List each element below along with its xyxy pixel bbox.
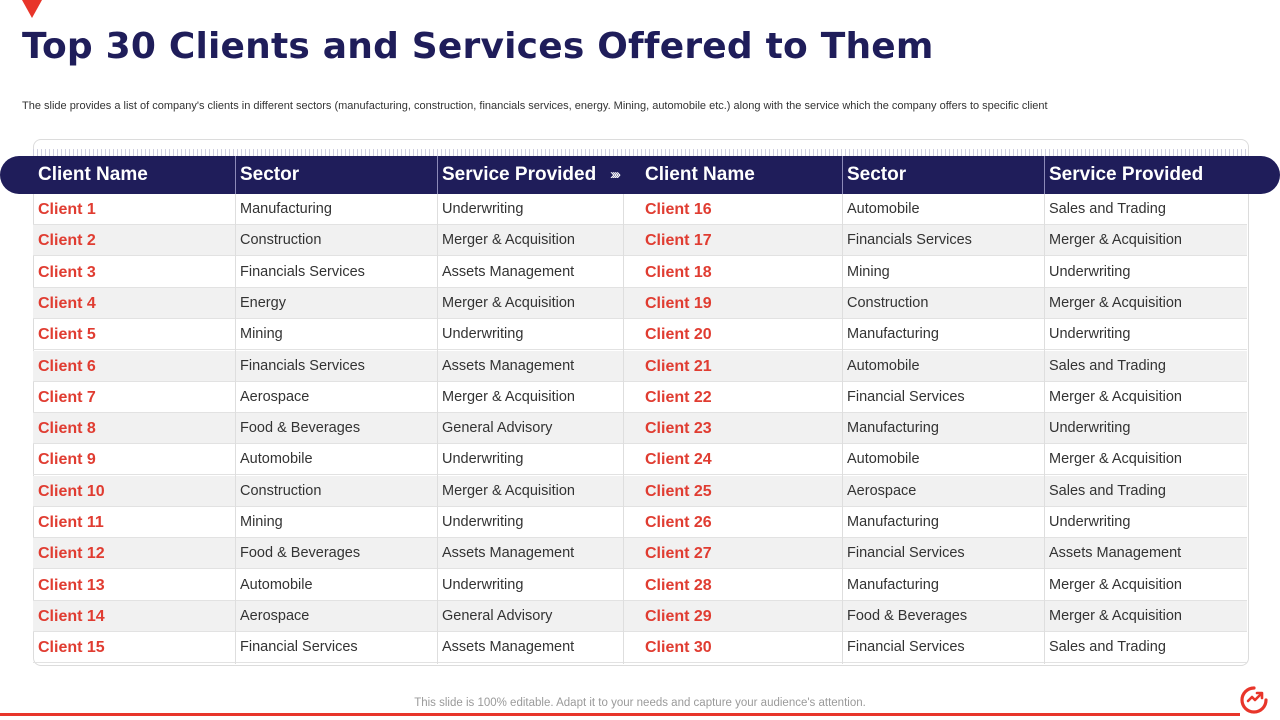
client-name-cell: Client 12 — [38, 545, 105, 563]
service-cell: Underwriting — [1049, 326, 1131, 343]
table-row — [623, 538, 1247, 569]
table-row — [33, 632, 623, 663]
sector-cell: Aerospace — [847, 482, 917, 499]
table-row — [623, 257, 1247, 288]
client-name-cell: Client 19 — [645, 294, 712, 312]
sector-cell: Financial Services — [847, 639, 965, 656]
sector-cell: Financial Services — [847, 545, 965, 562]
client-name-cell: Client 7 — [38, 388, 96, 406]
table-row — [33, 476, 623, 507]
client-name-cell: Client 11 — [38, 514, 104, 531]
sector-cell: Financials Services — [240, 357, 365, 374]
client-name-cell: Client 13 — [38, 576, 105, 594]
service-cell: Underwriting — [1049, 420, 1131, 437]
service-cell: Assets Management — [442, 357, 575, 374]
sector-cell: Financials Services — [240, 263, 365, 280]
sector-cell: Food & Beverages — [847, 607, 968, 624]
table-row — [623, 413, 1247, 444]
page-subtitle: The slide provides a list of company's clients in different sectors (manufacturing, construction, financials services, energy. Mining, automobile etc.) along with the service which the company offers to specific client — [22, 100, 1048, 112]
sector-cell: Aerospace — [240, 607, 310, 624]
client-name-cell: Client 15 — [38, 639, 105, 657]
table-row — [623, 382, 1247, 413]
client-name-cell: Client 4 — [38, 294, 96, 312]
header-separator — [1044, 156, 1045, 194]
column-header-0: Client Name — [38, 164, 148, 185]
sector-cell: Food & Beverages — [240, 545, 361, 562]
service-cell: Assets Management — [442, 545, 575, 562]
table-row — [623, 288, 1247, 319]
sector-cell: Manufacturing — [847, 576, 939, 593]
service-cell: Assets Management — [442, 263, 575, 280]
brand-logo-icon — [1238, 684, 1270, 716]
service-cell: Merger & Acquisition — [442, 232, 575, 249]
table-row — [33, 444, 623, 475]
corner-triangle-icon — [22, 0, 42, 18]
header-separator — [842, 156, 843, 194]
table-row — [623, 319, 1247, 350]
sector-cell: Energy — [240, 294, 286, 311]
sector-cell: Mining — [240, 514, 283, 530]
service-cell: Underwriting — [442, 514, 524, 530]
service-cell: Merger & Acquisition — [442, 388, 575, 405]
client-name-cell: Client 6 — [38, 357, 96, 375]
sector-cell: Aerospace — [240, 388, 310, 405]
table-row — [623, 632, 1247, 663]
service-cell: Underwriting — [1049, 263, 1131, 280]
sector-cell: Construction — [240, 232, 322, 249]
table-row — [33, 288, 623, 319]
column-header-3: Client Name — [645, 164, 755, 185]
table-row — [623, 351, 1247, 382]
sector-cell: Mining — [847, 263, 890, 280]
service-cell: Sales and Trading — [1049, 357, 1166, 374]
client-name-cell: Client 9 — [38, 451, 96, 469]
client-name-cell: Client 27 — [645, 545, 712, 563]
service-cell: Underwriting — [442, 576, 524, 593]
column-header-5: Service Provided — [1049, 164, 1204, 185]
table-row — [33, 507, 623, 538]
service-cell: Underwriting — [442, 326, 524, 343]
service-cell: Underwriting — [442, 451, 524, 468]
service-cell: Merger & Acquisition — [1049, 576, 1182, 593]
sector-cell: Construction — [847, 294, 929, 311]
service-cell: Merger & Acquisition — [1049, 388, 1182, 405]
table-row — [623, 476, 1247, 507]
chevrons-right-icon: ›››› — [610, 166, 618, 183]
table-row — [623, 601, 1247, 632]
sector-cell: Manufacturing — [847, 326, 939, 343]
sector-cell: Automobile — [847, 201, 920, 217]
service-cell: Merger & Acquisition — [1049, 451, 1182, 468]
header-separator — [235, 156, 236, 194]
service-cell: Merger & Acquisition — [1049, 294, 1182, 311]
service-cell: Merger & Acquisition — [442, 294, 575, 311]
sector-cell: Financials Services — [847, 232, 972, 249]
sector-cell: Financial Services — [847, 388, 965, 405]
client-name-cell: Client 23 — [645, 420, 712, 438]
table-row — [33, 601, 623, 632]
sector-cell: Mining — [240, 326, 283, 343]
header-separator — [437, 156, 438, 194]
service-cell: Sales and Trading — [1049, 201, 1166, 217]
client-name-cell: Client 20 — [645, 326, 712, 344]
sector-cell: Food & Beverages — [240, 420, 361, 437]
table-row — [623, 507, 1247, 538]
client-name-cell: Client 5 — [38, 326, 96, 344]
service-cell: Assets Management — [1049, 545, 1182, 562]
column-header-1: Sector — [240, 164, 300, 185]
client-name-cell: Client 28 — [645, 576, 712, 594]
table-row — [33, 319, 623, 350]
service-cell: Assets Management — [442, 639, 575, 656]
sector-cell: Manufacturing — [847, 420, 939, 437]
table-row — [33, 351, 623, 382]
footer-rule — [0, 713, 1240, 716]
sector-cell: Automobile — [847, 451, 920, 468]
column-header-4: Sector — [847, 164, 907, 185]
client-name-cell: Client 17 — [645, 232, 712, 250]
table-row — [33, 382, 623, 413]
table-row — [33, 570, 623, 601]
client-name-cell: Client 24 — [645, 451, 712, 469]
client-name-cell: Client 25 — [645, 482, 712, 500]
table-row — [623, 194, 1247, 225]
table-row — [33, 538, 623, 569]
client-name-cell: Client 10 — [38, 482, 105, 500]
client-name-cell: Client 16 — [645, 201, 712, 218]
service-cell: Sales and Trading — [1049, 482, 1166, 499]
client-name-cell: Client 14 — [38, 607, 105, 625]
sector-cell: Construction — [240, 482, 322, 499]
client-name-cell: Client 29 — [645, 607, 712, 625]
client-name-cell: Client 2 — [38, 232, 96, 250]
client-name-cell: Client 30 — [645, 639, 712, 657]
footer-note: This slide is 100% editable. Adapt it to your needs and capture your audience's attention. — [414, 697, 866, 709]
client-name-cell: Client 18 — [645, 263, 712, 281]
page-title: Top 30 Clients and Services Offered to Them — [22, 26, 934, 67]
service-cell: General Advisory — [442, 420, 553, 437]
client-name-cell: Client 21 — [645, 357, 712, 375]
table-row — [33, 225, 623, 256]
service-cell: General Advisory — [442, 607, 553, 624]
service-cell: Underwriting — [1049, 514, 1131, 530]
table-row — [623, 225, 1247, 256]
table-row — [623, 444, 1247, 475]
service-cell: Merger & Acquisition — [1049, 232, 1182, 249]
column-divider — [842, 194, 843, 664]
column-divider — [1044, 194, 1045, 664]
sector-cell: Automobile — [847, 357, 920, 374]
service-cell: Sales and Trading — [1049, 639, 1166, 656]
table-row — [33, 194, 623, 225]
column-divider — [437, 194, 438, 664]
table-row — [33, 413, 623, 444]
sector-cell: Automobile — [240, 451, 313, 468]
column-divider — [235, 194, 236, 664]
client-name-cell: Client 22 — [645, 388, 712, 406]
sector-cell: Automobile — [240, 576, 313, 593]
client-name-cell: Client 1 — [38, 201, 96, 218]
sector-cell: Financial Services — [240, 639, 358, 656]
column-divider — [623, 194, 624, 664]
client-name-cell: Client 26 — [645, 514, 712, 531]
client-name-cell: Client 3 — [38, 263, 96, 281]
column-header-2: Service Provided — [442, 164, 597, 185]
table-row — [33, 257, 623, 288]
client-name-cell: Client 8 — [38, 420, 96, 438]
table-row — [623, 570, 1247, 601]
service-cell: Merger & Acquisition — [1049, 607, 1182, 624]
sector-cell: Manufacturing — [240, 201, 332, 217]
service-cell: Merger & Acquisition — [442, 482, 575, 499]
service-cell: Underwriting — [442, 201, 524, 217]
sector-cell: Manufacturing — [847, 514, 939, 530]
